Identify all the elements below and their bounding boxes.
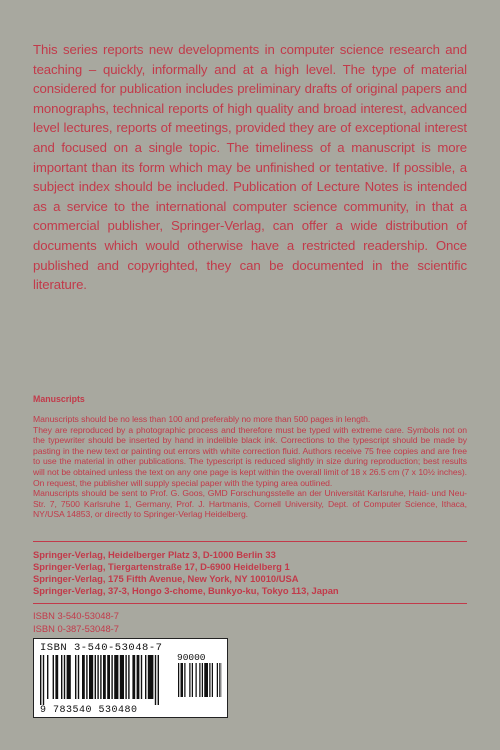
series-description: This series reports new developments in computer science research and teaching – quickly, informally and at a high level. The type of material considered for publication includes preliminary drafts of original papers and monographs, technical reports of high quality and broad interest, advanced level lectures, reports of meetings, provided they are of exceptional interest and focused on a single topic. The timeliness of a manuscript is more important than its form which may be unfinished or tentative. If possible, a subject index should be included. Publication of Lecture Notes is intended as a service to the international computer science community, in that a commercial publisher, Springer-Verlag, can offer a wide distribution of documents which would otherwise have a restricted readership. Once published and copyrighted, they can be documented in the scientific literature. — [33, 42, 467, 293]
barcode-main-icon — [38, 655, 172, 705]
barcode-isbn-text: ISBN 3-540-53048-7 — [40, 642, 163, 654]
isbn-german: ISBN 3-540-53048-7 — [33, 610, 119, 621]
manuscripts-typing-paragraph: They are reproduced by a photographic process and therefore must be typed with extreme care. Symbols not on the typewriter should be inserted by hand in indelible black ink. Corrections to the typescript should be made by pasting in the new text or painting out errors with white correction fluid. Authors receive 75 free copies and are free to use the material in other publications. The typescript is reduced slightly in size during reproduction; best results will not be obtained unless the text on any one page is kept within the overall limit of 18 x 26.5 cm (7 x 10½ inches). On request, the publisher will supply special paper with the typing area outlined. — [33, 424, 467, 488]
isbn-us: ISBN 0-387-53048-7 — [33, 622, 119, 634]
address-berlin: Springer-Verlag, Heidelberger Platz 3, D-1000 Berlin 33 — [33, 549, 276, 560]
barcode-addon-icon — [176, 663, 222, 703]
isbn-list — [33, 610, 119, 635]
barcode-addon-text: 90000 — [177, 652, 206, 663]
publisher-addresses — [33, 549, 467, 597]
manuscripts-section — [33, 394, 467, 520]
divider-bottom — [33, 603, 467, 604]
manuscripts-submission-paragraph: Manuscripts should be sent to Prof. G. Goos, GMD Forschungsstelle an der Universität Karlsruhe, Haid- und Neu-Str. 7, 7500 Karlsruhe 1, Germany, Prof. J. Hartmanis, Cornell University, Dept. of Computer Science, Ithaca, NY/USA 14853, or directly to Springer-Verlag Heidelberg. — [33, 488, 467, 520]
manuscripts-heading: Manuscripts — [33, 394, 85, 404]
address-tokyo: Springer-Verlag, 37-3, Hongo 3-chome, Bunkyo-ku, Tokyo 113, Japan — [33, 585, 339, 596]
address-heidelberg: Springer-Verlag, Tiergartenstraße 17, D-6900 Heidelberg 1 — [33, 561, 290, 572]
manuscripts-length-paragraph: Manuscripts should be no less than 100 and preferably no more than 500 pages in length. — [33, 414, 371, 424]
divider-top — [33, 541, 467, 542]
address-new-york: Springer-Verlag, 175 Fifth Avenue, New York, NY 10010/USA — [33, 573, 299, 584]
barcode-number-text: 9 783540 530480 — [40, 705, 138, 716]
barcode-panel — [33, 638, 228, 718]
